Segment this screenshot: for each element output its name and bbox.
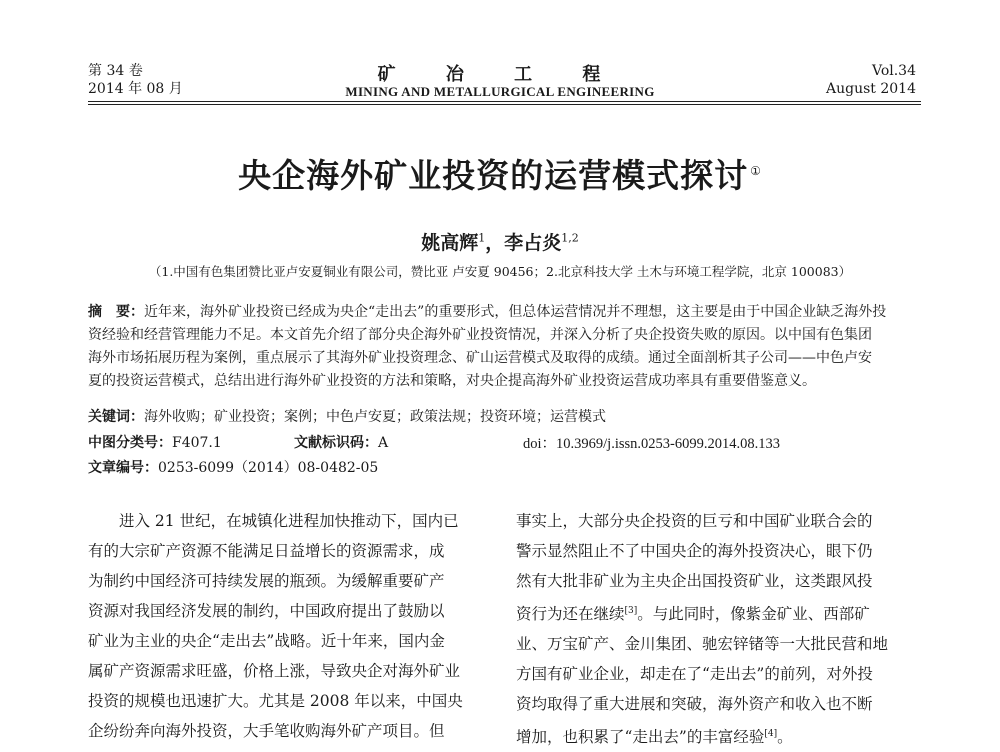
body-line: 属矿产资源需求旺盛，价格上涨，导致央企对海外矿业 — [88, 662, 461, 680]
body-line — [516, 596, 928, 629]
header-volume-en: Vol.34 — [872, 63, 916, 79]
keywords-text: 海外收购；矿业投资；案例；中色卢安夏；政策法规；投资环境；运营模式 — [144, 409, 606, 425]
article-number — [88, 457, 378, 477]
article-title-text: 央企海外矿业投资的运营模式探讨 — [238, 156, 749, 195]
body-line: 投资的规模也迅速扩大。尤其是 2008 年以来，中国央 — [88, 692, 463, 710]
body-line: 资源对我国经济发展的制约，中国政府提出了鼓励以 — [88, 602, 445, 620]
clc-label: 中图分类号： — [88, 435, 172, 451]
abstract-text: 夏的投资运营模式，总结出进行海外矿业投资的方法和策略，对央企提高海外矿业投资运营成功率具有重要借鉴意义。 — [88, 373, 816, 389]
header-date-en: August 2014 — [826, 81, 916, 97]
abstract — [88, 301, 928, 393]
affiliation: （1.中国有色集团赞比亚卢安夏铜业有限公司，赞比亚 卢安夏 90456；2.北京科技大学 土木与环境工程学院，北京 100083） — [148, 264, 852, 279]
author-separator: ， — [485, 232, 505, 254]
citation-4[interactable]: [4] — [764, 729, 778, 740]
keywords-label: 关键词： — [88, 409, 144, 425]
clc-value: F407.1 — [172, 435, 222, 451]
body-line: 矿业为主业的央企“走出去”战略。近十年来，国内金 — [88, 632, 445, 650]
author-line — [0, 228, 1000, 255]
document-code — [294, 432, 388, 452]
body-line: 警示显然阻止不了中国央企的海外投资决心，眼下仍 — [516, 542, 873, 560]
author-name: 李占炎 — [504, 232, 562, 254]
body-text: 。与此同时，像紫金矿业、西部矿 — [637, 605, 870, 624]
header-date-cn: 2014 年 08 月 — [88, 81, 183, 97]
body-line: 有的大宗矿产资源不能满足日益增长的资源需求，成 — [88, 542, 445, 560]
article-number-label: 文章编号： — [88, 460, 158, 476]
abstract-label: 摘 要： — [88, 304, 144, 320]
body-right-column — [516, 506, 928, 752]
author-affil-mark: 1 — [478, 231, 486, 245]
body-line: 然有大批非矿业为主央企出国投资矿业，这类跟风投 — [516, 572, 873, 590]
clc-number — [88, 432, 222, 452]
article-title — [0, 150, 1000, 197]
journal-title-cn: 矿 冶 工 程 — [377, 64, 623, 85]
header-rule-top — [88, 101, 921, 102]
body-line: 为制约中国经济可持续发展的瓶颈。为缓解重要矿产 — [88, 572, 445, 590]
author-name: 姚高辉 — [421, 232, 479, 254]
body-line: 资均取得了重大进展和突破，海外资产和收入也不断 — [516, 695, 873, 714]
body-left-column — [88, 506, 500, 746]
body-line: 业、万宝矿产、金川集团、驰宏锌锗等一大批民营和地 — [516, 635, 889, 654]
doc-value: A — [378, 435, 389, 451]
body-text: 资行为还在继续 — [516, 605, 625, 624]
body-line: 事实上，大部分央企投资的巨亏和中国矿业联合会的 — [516, 512, 873, 530]
body-text: 。 — [777, 728, 793, 747]
body-text: 增加，也积累了“走出去”的丰富经验 — [516, 728, 765, 747]
citation-3[interactable]: [3] — [624, 606, 638, 616]
body-line: 进入 21 世纪，在城镇化进程加快推动下，国内已 — [88, 512, 459, 530]
abstract-text: 海外市场拓展历程为案例，重点展示了其海外矿业投资理念、矿山运营模式及取得的成绩。通过全面剖析其子公司——中色卢安 — [88, 350, 872, 366]
doc-label: 文献标识码： — [294, 435, 378, 451]
body-line: 方国有矿业企业，却走在了“走出去”的前列，对外投 — [516, 665, 873, 684]
doi: doi：10.3969/j.issn.0253-6099.2014.08.133 — [523, 436, 780, 452]
keywords — [88, 406, 606, 429]
abstract-text: 近年来，海外矿业投资已经成为央企“走出去”的重要形式，但总体运营情况并不理想，这主要是由于中国企业缺乏海外投 — [144, 304, 887, 320]
title-footnote-mark: ① — [750, 164, 762, 178]
header-rule-bottom — [88, 104, 921, 105]
body-line: 企纷纷奔向海外投资，大手笔收购海外矿产项目。但 — [88, 722, 445, 740]
author-affil-mark: 1,2 — [561, 231, 579, 245]
body-line — [516, 719, 928, 752]
header-volume-cn: 第 34 卷 — [88, 63, 143, 79]
article-number-value: 0253-6099（2014）08-0482-05 — [158, 460, 379, 476]
abstract-text: 资经验和经营管理能力不足。本文首先介绍了部分央企海外矿业投资情况，并深入分析了央企投资失败的原因。以中国有色集团 — [88, 327, 872, 343]
journal-title-en: MINING AND METALLURGICAL ENGINEERING — [345, 84, 655, 99]
